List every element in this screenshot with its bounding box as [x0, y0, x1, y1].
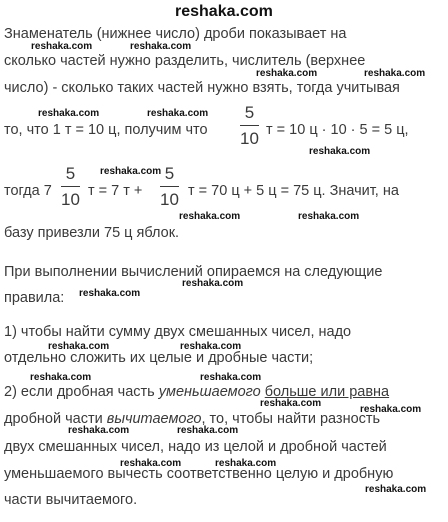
para4-underlined-phrase: больше или равна	[264, 384, 390, 400]
watermark: reshaka.com	[177, 425, 239, 436]
watermark: reshaka.com	[360, 404, 422, 415]
watermark: reshaka.com	[38, 108, 100, 119]
fraction-bar	[61, 186, 80, 187]
watermark: reshaka.com	[31, 41, 93, 52]
watermark: reshaka.com	[256, 68, 318, 79]
watermark: reshaka.com	[68, 425, 130, 436]
para4-line2-a: дробной части	[4, 411, 103, 427]
para1-line4-b: т = 10 ц · 10 · 5 = 5 ц,	[266, 122, 409, 138]
watermark: reshaka.com	[100, 166, 162, 177]
watermark: reshaka.com	[215, 458, 277, 469]
watermark-header: reshaka.com	[175, 3, 273, 20]
fraction-bar	[240, 125, 259, 126]
watermark: reshaka.com	[179, 211, 241, 222]
fraction-numerator: 5	[65, 164, 76, 183]
fraction-numerator: 5	[244, 103, 255, 122]
watermark: reshaka.com	[147, 108, 209, 119]
fraction-numerator: 5	[164, 164, 175, 183]
watermark: reshaka.com	[79, 288, 141, 299]
para4-line1-a: 2) если дробная часть	[4, 384, 155, 400]
para3-line1: 1) чтобы найти сумму двух смешанных чисел, надо	[4, 324, 352, 340]
fraction-bar	[160, 186, 179, 187]
fraction-denominator: 10	[61, 190, 80, 209]
para3-line2: отдельно сложить их целые и дробные части;	[4, 350, 314, 366]
watermark: reshaka.com	[298, 211, 360, 222]
watermark: reshaka.com	[120, 458, 182, 469]
para4-italic-subtrahend: вычитаемого	[106, 411, 202, 427]
watermark: reshaka.com	[30, 372, 92, 383]
para1-line6: базу привезли 75 ц яблок.	[4, 225, 180, 241]
fraction-5-10-second	[61, 165, 80, 209]
para1-line5-a: тогда 7	[4, 183, 52, 199]
para4-line3: двух смешанных чисел, надо из целой и дробной частей	[4, 439, 387, 455]
para4-line4: уменьшаемого вычесть соответственно целую и дробную	[4, 466, 394, 482]
para1-line4-a: то, что 1 т = 10 ц, получим что	[4, 122, 208, 138]
fraction-denominator: 10	[240, 129, 259, 148]
para1-line5-b: т = 7 т +	[88, 183, 143, 199]
watermark: reshaka.com	[130, 41, 192, 52]
para4-line1	[4, 384, 389, 400]
para4-line5: части вычитаемого.	[4, 492, 138, 508]
watermark: reshaka.com	[309, 146, 371, 157]
para1-line5-c: т = 70 ц + 5 ц = 75 ц. Значит, на	[188, 183, 399, 199]
watermark: reshaka.com	[364, 68, 426, 79]
watermark: reshaka.com	[365, 484, 427, 495]
fraction-denominator: 10	[160, 190, 179, 209]
para2-line1: При выполнении вычислений опираемся на следующие	[4, 264, 383, 280]
para4-italic-minuend: уменьшаемого	[158, 384, 261, 400]
para1-line3: число) - сколько таких частей нужно взять, тогда учитывая	[4, 80, 400, 96]
watermark: reshaka.com	[200, 372, 262, 383]
watermark: reshaka.com	[48, 341, 110, 352]
para1-line1: Знаменатель (нижнее число) дроби показывает на	[4, 26, 347, 42]
para4-line2-c: , то, чтобы найти разность	[201, 411, 381, 427]
para2-line2: правила:	[4, 290, 65, 306]
watermark: reshaka.com	[182, 278, 244, 289]
watermark: reshaka.com	[260, 398, 322, 409]
fraction-5-10-third	[160, 165, 179, 209]
watermark: reshaka.com	[180, 341, 242, 352]
fraction-5-10-first	[240, 104, 259, 148]
para1-line2: сколько частей нужно разделить, числитель (верхнее	[4, 53, 366, 69]
